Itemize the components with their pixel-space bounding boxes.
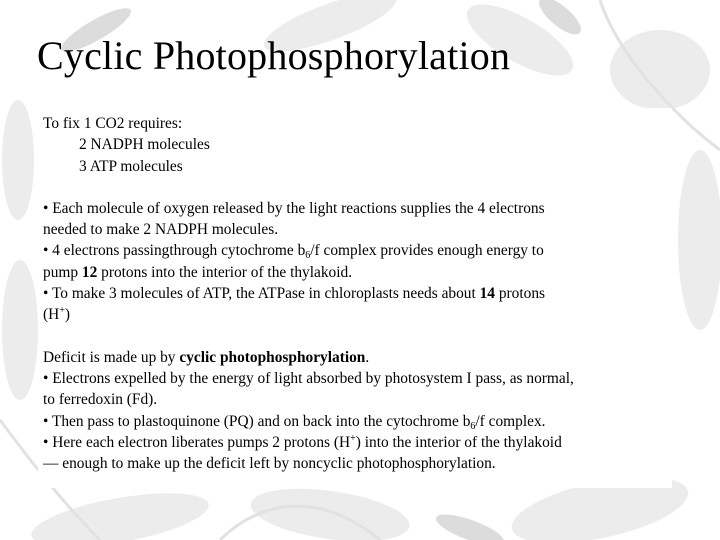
bullet-oxygen-line1: • Each molecule of oxygen released by the light reactions supplies the 4 electrons <box>43 199 545 217</box>
bullet-atp-line2: (H+) <box>43 305 71 324</box>
bullet-electrons-line1: • Electrons expelled by the energy of light absorbed by photosystem I pass, as normal, <box>43 369 574 387</box>
bullet-atp-line1: • To make 3 molecules of ATP, the ATPase in chloroplasts needs about 14 protons <box>43 285 546 303</box>
bullet-cytochrome-line2: pump 12 protons into the interior of the thylakoid. <box>43 263 353 281</box>
bullet-protons-line2: — enough to make up the deficit left by noncyclic photophosphorylation. <box>43 455 496 473</box>
bullet-oxygen-line2: needed to make 2 NADPH molecules. <box>43 221 279 239</box>
slide-body <box>43 113 673 474</box>
bullet-cytochrome-line1: • 4 electrons passingthrough cytochrome $b_6/f$ complex provides enough energy to <box>43 242 544 262</box>
intro-item-nadph: 2 NADPH molecules <box>79 136 210 154</box>
deficit-heading: Deficit is made up by cyclic photophosphorylation. <box>43 348 370 366</box>
intro-lead: To fix 1 CO2 requires: <box>43 115 183 132</box>
bullet-electrons-line2: to ferredoxin (Fd). <box>43 391 158 409</box>
intro-item-atp: 3 ATP molecules <box>79 157 183 175</box>
bullet-protons-line1: • Here each electron liberates pumps 2 protons (H+) into the interior of the thylakoid <box>43 432 562 451</box>
page-title: Cyclic Photophosphorylation <box>37 33 511 78</box>
bullet-plastoquinone: • Then pass to plastoquinone (PQ) and on back into the cytochrome $b_6/f$ complex. <box>43 412 546 432</box>
